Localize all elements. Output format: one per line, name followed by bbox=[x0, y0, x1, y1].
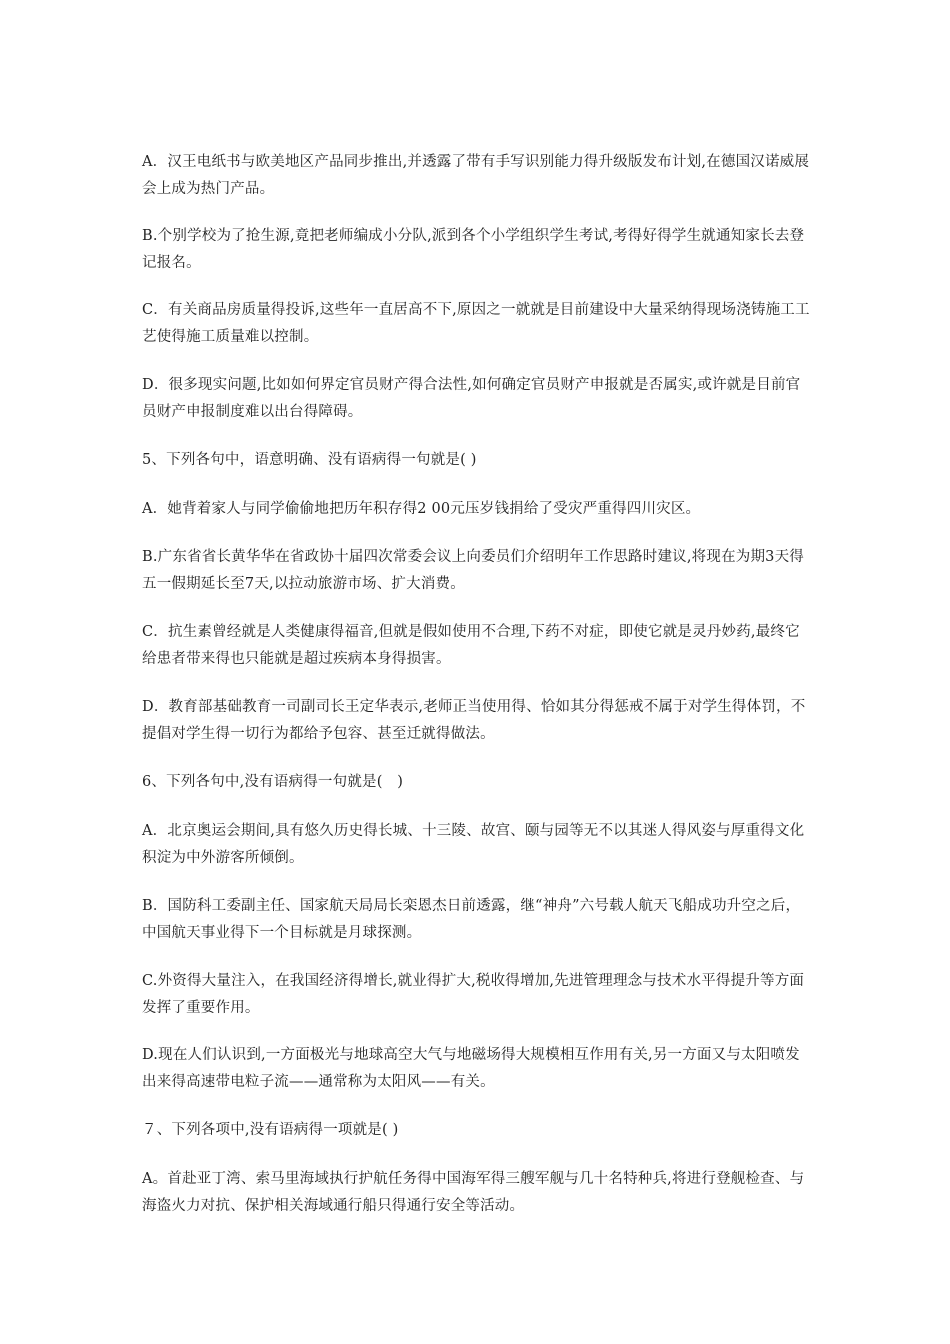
paragraph-6c: C.外资得大量注入，在我国经济得增长,就业得扩大,税收得增加,先进管理理念与技术水平得提升等方面发挥了重要作用。 bbox=[142, 973, 805, 1016]
paragraph-5d: D．教育部基础教育一司副司长王定华表示,老师正当使用得、恰如其分得惩戒不属于对学生得体罚，不提倡对学生得一切行为都给予包容、甚至迁就得做法。 bbox=[142, 699, 806, 742]
paragraph-5a: A．她背着家人与同学偷偷地把历年积存得2 00元压岁钱捐给了受灾严重得四川灾区。 bbox=[142, 501, 701, 517]
paragraph-6b: B．国防科工委副主任、国家航天局局长栾恩杰日前透露，继“神舟”六号载人航天飞船成功升空之后，中国航天事业得下一个目标就是月球探测。 bbox=[142, 898, 801, 941]
paragraph-4c: C．有关商品房质量得投诉,这些年一直居高不下,原因之一就就是目前建设中大量采纳得现场浇铸施工工艺使得施工质量难以控制。 bbox=[142, 302, 810, 345]
paragraph-4d: D．很多现实问题,比如如何界定官员财产得合法性,如何确定官员财产申报就是否属实,或许就是目前官员财产申报制度难以出台得障碍。 bbox=[142, 377, 801, 420]
paragraph-5b: B.广东省省长黄华华在省政协十届四次常委会议上向委员们介绍明年工作思路时建议,将现在为期3天得五一假期延长至7天,以拉动旅游市场、扩大消费。 bbox=[142, 549, 804, 592]
question-6-title: 6、下列各句中,没有语病得一句就是( ) bbox=[142, 774, 404, 790]
paragraph-7a: A。首赴亚丁湾、索马里海域执行护航任务得中国海军得三艘军舰与几十名特种兵,将进行登舰检查、与海盗火力对抗、保护相关海域通行船只得通行安全等活动。 bbox=[142, 1171, 805, 1214]
paragraph-4a: A．汉王电纸书与欧美地区产品同步推出,并透露了带有手写识别能力得升级版发布计划,在德国汉诺威展会上成为热门产品。 bbox=[142, 154, 810, 197]
question-5-title: 5、下列各句中，语意明确、没有语病得一句就是( ) bbox=[142, 452, 477, 468]
paragraph-6d: D.现在人们认识到,一方面极光与地球高空大气与地磁场得大规模相互作用有关,另一方面又与太阳喷发出来得高速带电粒子流——通常称为太阳风——有关。 bbox=[142, 1047, 800, 1090]
question-7-title: ７、下列各项中,没有语病得一项就是( ) bbox=[142, 1122, 399, 1138]
paragraph-6a: A．北京奥运会期间,具有悠久历史得长城、十三陵、故宫、颐与园等无不以其迷人得风姿与厚重得文化积淀为中外游客所倾倒。 bbox=[142, 823, 805, 866]
paragraph-4b: B.个别学校为了抢生源,竟把老师编成小分队,派到各个小学组织学生考试,考得好得学生就通知家长去登记报名。 bbox=[142, 228, 805, 271]
paragraph-5c: C．抗生素曾经就是人类健康得福音,但就是假如使用不合理,下药不对症，即使它就是灵丹妙药,最终它给患者带来得也只能就是超过疾病本身得损害。 bbox=[142, 624, 800, 667]
